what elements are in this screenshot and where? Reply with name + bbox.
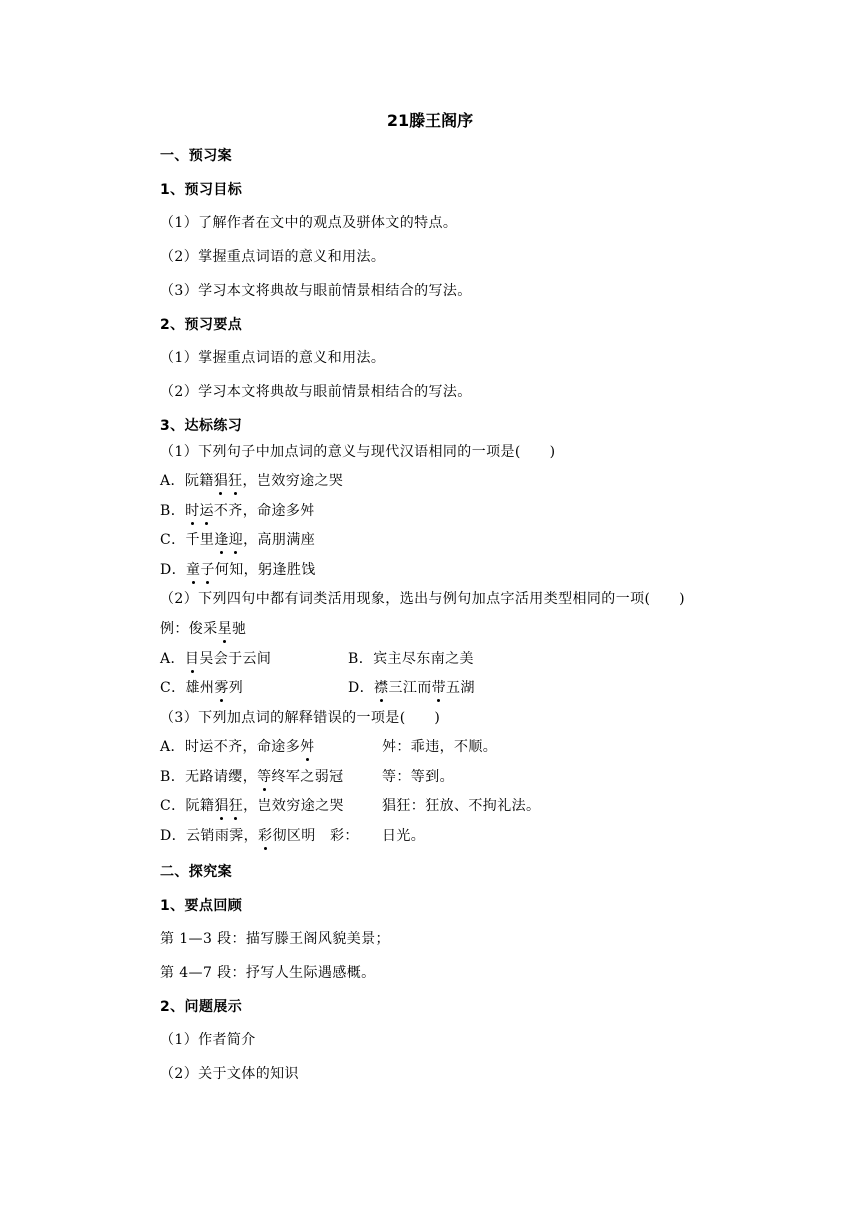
question-3-option-b bbox=[160, 768, 344, 786]
dotted-word: 带 bbox=[431, 680, 447, 696]
question-3-option-c bbox=[160, 797, 344, 815]
subheading-problems: 2、问题展示 bbox=[160, 999, 243, 1015]
dotted-word: 襟 bbox=[374, 680, 389, 696]
option-text: ，岂效穷途之哭 bbox=[242, 473, 344, 489]
option-text: ，岂效穷途之哭 bbox=[243, 798, 344, 814]
question-2-option-c bbox=[160, 679, 243, 697]
review-item: 第 1—3 段：描写滕王阁风貌美景； bbox=[160, 931, 390, 947]
review-item: 第 4—7 段：抒写人生际遇感概。 bbox=[160, 965, 376, 981]
document-title: 21滕王阁序 bbox=[386, 111, 474, 130]
subheading-review: 1、要点回顾 bbox=[160, 898, 243, 914]
option-text: 三江而 bbox=[388, 680, 432, 696]
option-text: 彻区明 彩： bbox=[272, 828, 359, 844]
dotted-word: 目 bbox=[184, 651, 200, 667]
option-text: B．无路请缨， bbox=[160, 769, 258, 785]
question-3-gloss-d: 日光。 bbox=[382, 828, 426, 844]
option-text: D．云销雨霁， bbox=[160, 828, 259, 844]
question-1-stem: （1）下列句子中加点词的意义与现代汉语相同的一项是( ) bbox=[160, 444, 556, 460]
dotted-word: 雾 bbox=[214, 680, 229, 696]
option-text: 吴会于云间 bbox=[199, 651, 272, 667]
dotted-word: 舛 bbox=[300, 739, 315, 755]
goal-item: （3）学习本文将典故与眼前情景相结合的写法。 bbox=[160, 283, 472, 299]
question-3-stem: （3）下列加点词的解释错误的一项是( ) bbox=[160, 710, 441, 726]
goal-item: （2）掌握重点词语的意义和用法。 bbox=[160, 249, 386, 265]
dotted-word: 彩 bbox=[258, 828, 273, 844]
point-item: （1）掌握重点词语的意义和用法。 bbox=[160, 350, 386, 366]
dotted-word: 猖狂 bbox=[213, 473, 243, 489]
option-text: A．时运不齐，命途多 bbox=[160, 739, 301, 755]
question-3-option-a bbox=[160, 738, 315, 756]
example-text: 例：俊采 bbox=[160, 621, 218, 637]
option-text: 五湖 bbox=[446, 680, 475, 696]
question-1-option-c bbox=[160, 531, 315, 549]
subheading-goals: 1、预习目标 bbox=[160, 182, 243, 198]
dotted-word: 等 bbox=[257, 769, 272, 785]
option-text: D． bbox=[160, 562, 187, 578]
option-text: A． bbox=[160, 651, 185, 667]
question-3-gloss-c: 猖狂：狂放、不拘礼法。 bbox=[382, 798, 541, 814]
dotted-word: 童子 bbox=[186, 562, 215, 578]
problem-item: （1）作者简介 bbox=[160, 1032, 256, 1048]
example-text: 驰 bbox=[232, 621, 247, 637]
subheading-points: 2、预习要点 bbox=[160, 317, 243, 333]
problem-item: （2）关于文体的知识 bbox=[160, 1066, 299, 1082]
option-text: ，高朋满座 bbox=[243, 532, 316, 548]
question-2-example bbox=[160, 620, 246, 638]
option-text: C．阮籍 bbox=[160, 798, 215, 814]
question-1-option-b bbox=[160, 502, 315, 520]
question-3-gloss-b: 等：等到。 bbox=[382, 769, 454, 785]
option-text: 何知，躬逢胜饯 bbox=[214, 562, 316, 578]
option-text: C．雄州 bbox=[160, 680, 215, 696]
section-heading-preview: 一、预习案 bbox=[160, 148, 232, 164]
option-text: 列 bbox=[228, 680, 244, 696]
question-3-option-d bbox=[160, 827, 359, 845]
question-1-option-d bbox=[160, 561, 316, 579]
option-text: 终军之弱冠 bbox=[271, 769, 344, 785]
point-item: （2）学习本文将典故与眼前情景相结合的写法。 bbox=[160, 384, 472, 400]
question-2-option-d bbox=[348, 679, 475, 697]
option-text: B．宾主尽东南之美 bbox=[348, 651, 474, 667]
subheading-exercise: 3、达标练习 bbox=[160, 418, 243, 434]
question-3-gloss-a: 舛：乖违，不顺。 bbox=[382, 739, 498, 755]
dotted-word: 星 bbox=[217, 621, 233, 637]
question-2-option-a bbox=[160, 650, 271, 668]
section-heading-inquiry: 二、探究案 bbox=[160, 864, 232, 880]
option-text: B． bbox=[160, 503, 186, 519]
option-text: A．阮籍 bbox=[160, 473, 214, 489]
dotted-word: 逢迎 bbox=[214, 532, 244, 548]
dotted-word: 时运 bbox=[185, 503, 214, 519]
option-text: 不齐，命途多舛 bbox=[213, 503, 315, 519]
option-text: C．千里 bbox=[160, 532, 215, 548]
option-text: D． bbox=[348, 680, 375, 696]
dotted-word: 猖狂 bbox=[214, 798, 244, 814]
question-2-option-b bbox=[348, 650, 474, 668]
question-1-option-a bbox=[160, 472, 343, 490]
question-2-stem: （2）下列四句中都有词类活用现象，选出与例句加点字活用类型相同的一项( ) bbox=[160, 591, 686, 607]
goal-item: （1）了解作者在文中的观点及骈体文的特点。 bbox=[160, 215, 458, 231]
